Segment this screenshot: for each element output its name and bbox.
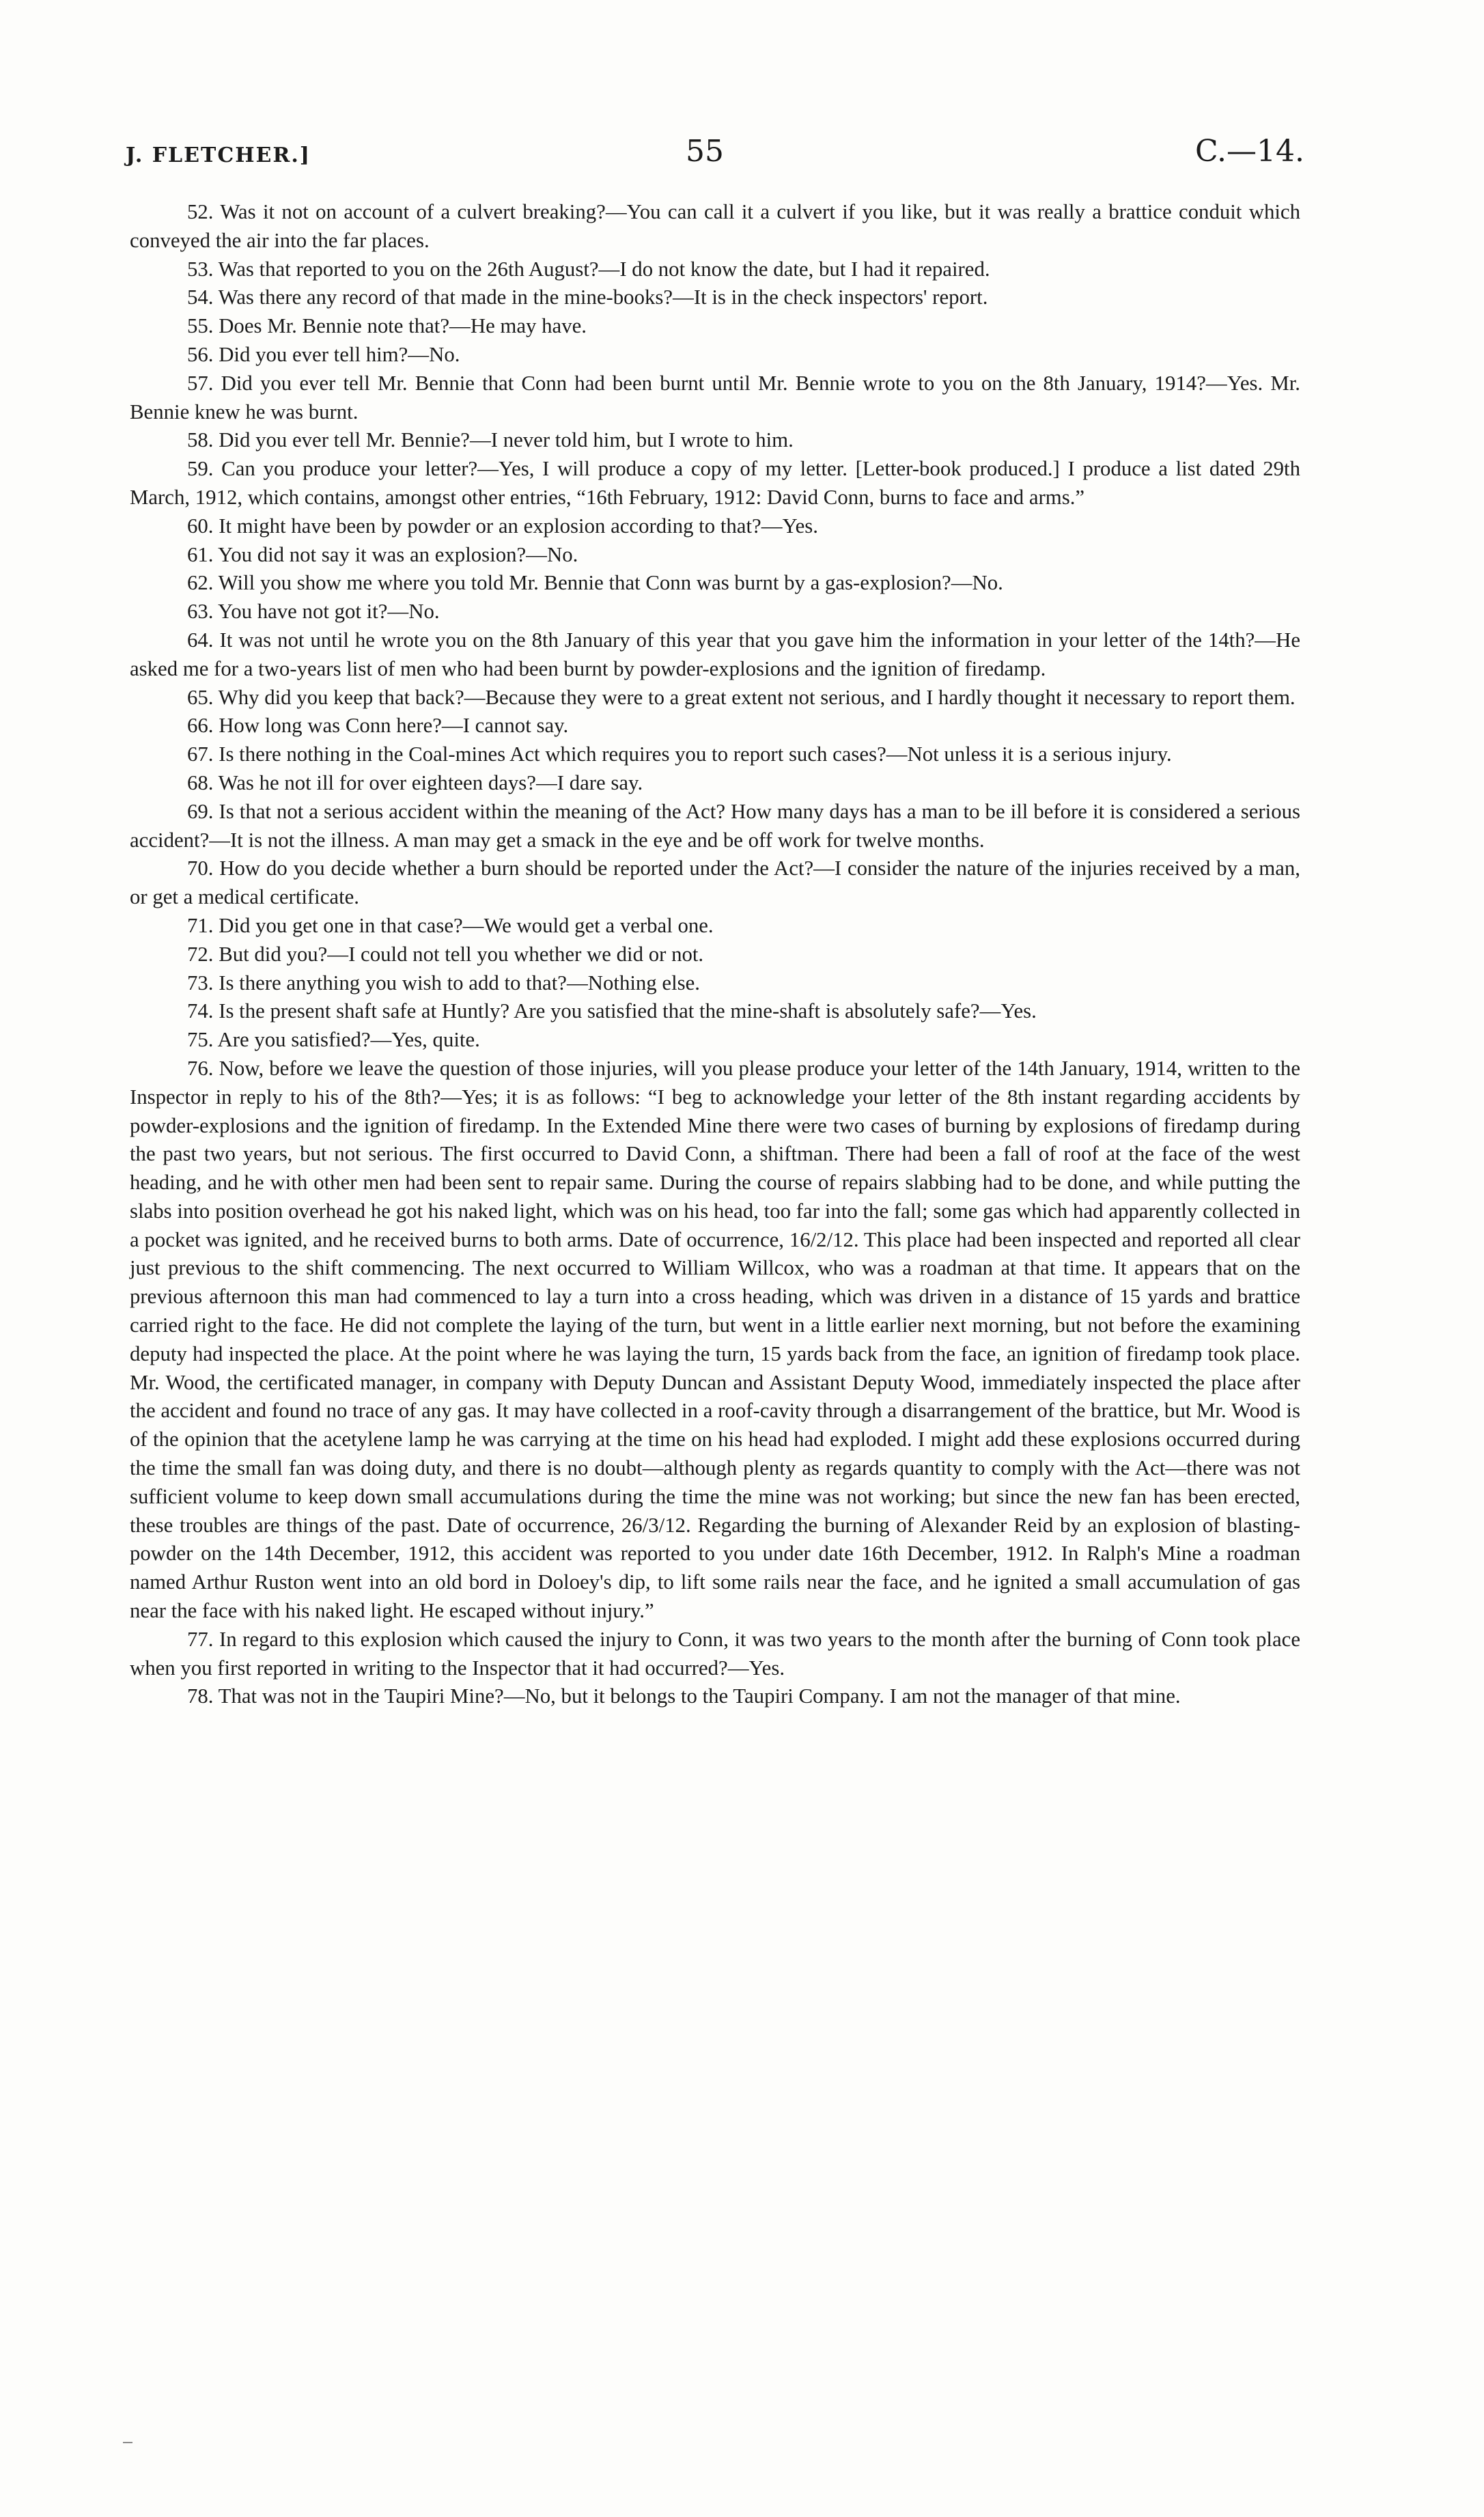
question-55: 55. Does Mr. Bennie note that?—He may have. xyxy=(187,314,587,338)
testimony-body xyxy=(130,198,1300,1711)
question-68: 68. Was he not ill for over eighteen days?—I dare say. xyxy=(187,770,643,794)
question-61: 61. You did not say it was an explosion?—No. xyxy=(187,542,578,566)
question-53: 53. Was that reported to you on the 26th August?—I do not know the date, but I had it repaired. xyxy=(187,257,990,281)
question-76: 76. Now, before we leave the question of those injuries, will you please produce your letter of the 14th January, 1914, written to the Inspector in reply to his of the 8th?—Yes; it is as follows: “I beg to acknowledge your letter of the 8th instant regarding accidents by powder-explosions and the ignition of firedamp. In the Extended Mine there were two cases of burning by explosions of firedamp during the past two years, but not serious. The first occurred to David Conn, a shiftman. There had been a fall of roof at the face of the west heading, and he with other men had been sent to repair same. During the course of repairs slabbing had to be done, and while putting the slabs into position overhead he got his naked light, which was on his head, too far into the fall; some gas which had apparently collected in a pocket was ignited, and he received burns to both arms. Date of occurrence, 16/2/12. This place had been inspected and reported all clear just previous to the shift commencing. The next occurred to William Willcox, who was a roadman at that time. It appears that on the previous afternoon this man had commenced to lay a turn into a cross heading, which was driven in a distance of 15 yards and brattice carried right to the face. He did not complete the laying of the turn, but went in a little earlier next morning, but not before the examining deputy had inspected the place. At the point where he was laying the turn, 15 yards back from the face, an ignition of firedamp took place. Mr. Wood, the certificated manager, in company with Deputy Duncan and Assistant Deputy Wood, immediately inspected the place after the accident and found no trace of any gas. It may have collected in a roof-cavity through a disarrangement of the brattice, but Mr. Wood is of the opinion that the acetylene lamp he was carrying at the time on his head had exploded. I might add these explosions occurred during the time the small fan was doing duty, and there is no doubt—although plenty as regards quantity to comply with the Act—there was not sufficient volume to keep down small accumulations during the time the mine was not working; but since the new fan has been erected, these troubles are things of the past. Date of occurrence, 26/3/12. Regarding the burning of Alexander Reid by an explosion of blasting-powder on the 14th December, 1912, this accident was reported to you under date 16th December, 1912. In Ralph's Mine a roadman named Arthur Ruston went into an old bord in Doloey's dip, to lift some rails near the face, and he ignited a small accumulation of gas near the face with his naked light. He escaped without injury.” xyxy=(130,1056,1300,1623)
question-54: 54. Was there any record of that made in the mine-books?—It is in the check inspectors' report. xyxy=(187,286,988,309)
question-58: 58. Did you ever tell Mr. Bennie?—I never told him, but I wrote to him. xyxy=(187,428,794,452)
question-65: 65. Why did you keep that back?—Because they were to a great extent not serious, and I hardly thought it necessary to report them. xyxy=(187,685,1296,709)
question-56: 56. Did you ever tell him?—No. xyxy=(187,342,460,366)
question-78: 78. That was not in the Taupiri Mine?—No, but it belongs to the Taupiri Company. I am not the manager of that mine. xyxy=(187,1684,1181,1708)
question-59: 59. Can you produce your letter?—Yes, I will produce a copy of my letter. [Letter-book produced.] I produce a list dated 29th March, 1912, which contains, amongst other entries, “16th February, 1912: David Conn, burns to face and arms.” xyxy=(130,457,1300,509)
document-reference: C.—14. xyxy=(1194,134,1304,169)
page-header xyxy=(126,134,1304,182)
question-66: 66. How long was Conn here?—I cannot say. xyxy=(187,714,569,738)
question-71: 71. Did you get one in that case?—We would get a verbal one. xyxy=(187,913,714,937)
page-number: 55 xyxy=(686,134,724,169)
question-64: 64. It was not until he wrote you on the 8th January of this year that you gave him the information in your letter of the 14th?—He asked me for a two-years list of men who had been burnt by powder-explosions and the ignition of firedamp. xyxy=(130,628,1300,680)
margin-mark xyxy=(123,2442,132,2443)
question-60: 60. It might have been by powder or an explosion according to that?—Yes. xyxy=(187,514,818,538)
question-63: 63. You have not got it?—No. xyxy=(187,600,440,624)
question-62: 62. Will you show me where you told Mr. Bennie that Conn was burnt by a gas-explosion?—No. xyxy=(187,571,1003,595)
question-67: 67. Is there nothing in the Coal-mines Act which requires you to report such cases?—Not unless it is a serious injury. xyxy=(187,742,1172,766)
question-75: 75. Are you satisfied?—Yes, quite. xyxy=(187,1028,480,1052)
question-69: 69. Is that not a serious accident within the meaning of the Act? How many days has a man to be ill before it is considered a serious accident?—It is not the illness. A man may get a smack in the eye and be off work for twelve months. xyxy=(130,799,1300,852)
question-72: 72. But did you?—I could not tell you whether we did or not. xyxy=(187,942,704,966)
question-70: 70. How do you decide whether a burn should be reported under the Act?—I consider the nature of the injuries received by a man, or get a medical certificate. xyxy=(130,857,1300,909)
question-74: 74. Is the present shaft safe at Huntly? Are you satisfied that the mine-shaft is absolutely safe?—Yes. xyxy=(187,999,1037,1023)
question-52: 52. Was it not on account of a culvert breaking?—You can call it a culvert if you like, but it was really a brattice conduit which conveyed the air into the far places. xyxy=(130,200,1300,252)
question-77: 77. In regard to this explosion which caused the injury to Conn, it was two years to the month after the burning of Conn took place when you first reported in writing to the Inspector that it had occurred?—Yes. xyxy=(130,1627,1300,1680)
witness-name: J. FLETCHER.] xyxy=(126,143,311,167)
question-73: 73. Is there anything you wish to add to that?—Nothing else. xyxy=(187,971,700,995)
question-57: 57. Did you ever tell Mr. Bennie that Conn had been burnt until Mr. Bennie wrote to you on the 8th January, 1914?—Yes. Mr. Bennie knew he was burnt. xyxy=(130,371,1300,423)
